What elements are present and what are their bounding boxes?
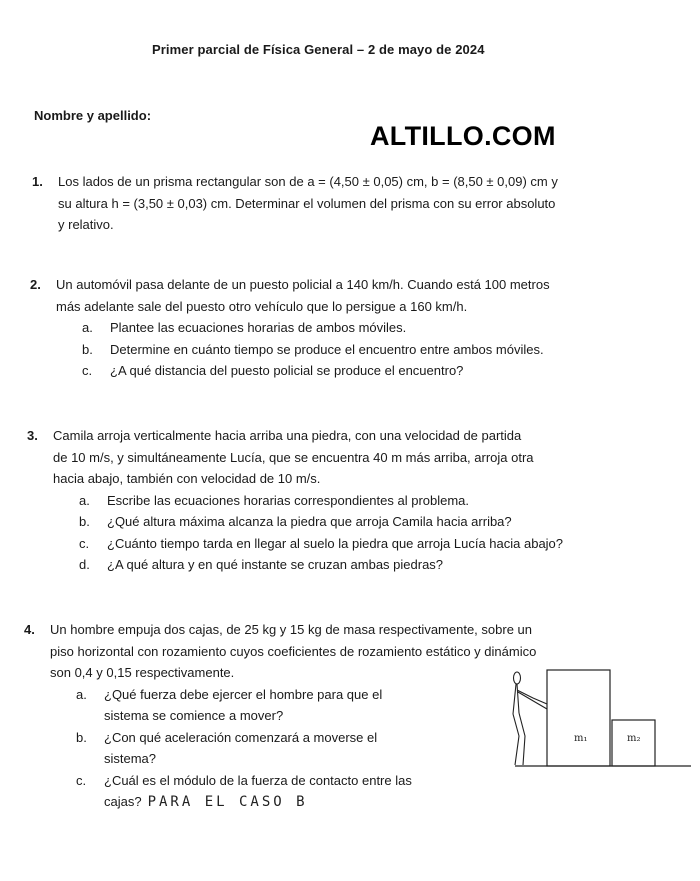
sub-question-label: b. xyxy=(82,341,93,357)
sub-question xyxy=(79,533,627,555)
sub-question-label: b. xyxy=(79,514,90,529)
question-line: piso horizontal con rozamiento cuyos coeficientes de rozamiento estático y dinámico xyxy=(50,643,537,659)
sub-question-text: Escribe las ecuaciones horarias correspondientes al problema. xyxy=(107,492,470,508)
question-line: hacia abajo, también con velocidad de 10 m/s. xyxy=(53,471,321,486)
name-field-label: Nombre y apellido: xyxy=(34,108,152,123)
sub-question-text: Determine en cuánto tiempo se produce el encuentro entre ambos móviles. xyxy=(110,341,544,357)
box-m1 xyxy=(547,670,610,766)
sub-question-text: ¿Qué altura máxima alcanza la piedra que arroja Camila hacia arriba? xyxy=(107,514,512,529)
question-number: 1. xyxy=(32,174,43,189)
sub-question-text: ¿Con qué aceleración comenzará a moverse el xyxy=(104,729,378,745)
exam-title: Primer parcial de Física General – 2 de mayo de 2024 xyxy=(152,42,485,57)
question-line: Un hombre empuja dos cajas, de 25 kg y 15 kg de masa respectivamente, sobre un xyxy=(50,622,532,637)
man-body-icon xyxy=(513,684,547,765)
question-number: 2. xyxy=(30,277,41,292)
sub-question xyxy=(76,770,476,814)
boxes-diagram xyxy=(507,668,693,778)
sub-question xyxy=(76,684,476,727)
question-number: 4. xyxy=(24,622,35,637)
sub-question-list xyxy=(79,490,627,576)
watermark-logo: ALTILLO.COM xyxy=(370,121,556,151)
sub-question xyxy=(82,360,630,382)
sub-question xyxy=(79,554,627,576)
sub-question-label: c. xyxy=(76,772,87,788)
sub-question-label: d. xyxy=(79,557,90,572)
box-m1-label: m₁ xyxy=(574,733,588,744)
sub-question-text: ¿A qué altura y en qué instante se cruzan ambas piedras? xyxy=(107,557,444,572)
sub-question xyxy=(82,317,630,339)
sub-question-text: sistema se comience a mover? xyxy=(104,708,284,723)
sub-question-text: ¿Cuál es el módulo de la fuerza de contacto entre las xyxy=(104,772,412,788)
sub-question-text: cajas? xyxy=(104,794,142,809)
sub-question-text: ¿Qué fuerza debe ejercer el hombre para que el xyxy=(104,686,383,702)
question-line: y relativo. xyxy=(58,217,114,232)
sub-question-label: a. xyxy=(82,320,93,335)
sub-question-text: Plantee las ecuaciones horarias de ambos móviles. xyxy=(110,320,407,335)
sub-question-text: sistema? xyxy=(104,751,157,766)
handwritten-note: PARA EL CASO B xyxy=(147,794,308,810)
man-head-icon xyxy=(514,672,521,684)
sub-question xyxy=(79,511,627,533)
sub-question-label: a. xyxy=(79,492,90,508)
question-line: de 10 m/s, y simultáneamente Lucía, que se encuentra 40 m más arriba, arroja otra xyxy=(53,449,534,465)
question-line: Un automóvil pasa delante de un puesto policial a 140 km/h. Cuando está 100 metros xyxy=(56,277,550,292)
question-3 xyxy=(27,425,627,576)
question-1 xyxy=(32,171,632,236)
sub-question xyxy=(79,490,627,512)
sub-question-text: ¿Cuánto tiempo tarda en llegar al suelo la piedra que arroja Lucía hacia abajo? xyxy=(107,535,564,551)
sub-question-label: c. xyxy=(79,535,90,551)
box-m2-label: m₂ xyxy=(627,733,641,744)
sub-question xyxy=(82,339,630,361)
question-line: son 0,4 y 0,15 respectivamente. xyxy=(50,665,235,680)
sub-question-label: a. xyxy=(76,686,87,702)
sub-question-text: ¿A qué distancia del puesto policial se produce el encuentro? xyxy=(110,363,464,378)
sub-question xyxy=(76,727,476,770)
sub-question-list xyxy=(76,684,476,814)
sub-question-list xyxy=(82,317,630,382)
question-number: 3. xyxy=(27,428,38,443)
question-line: su altura h = (3,50 ± 0,03) cm. Determinar el volumen del prisma con su error absoluto xyxy=(58,195,556,211)
question-line: más adelante sale del puesto otro vehículo que lo persigue a 160 km/h. xyxy=(56,298,468,314)
question-line: Camila arroja verticalmente hacia arriba una piedra, con una velocidad de partida xyxy=(53,428,522,443)
question-line: Los lados de un prisma rectangular son de a = (4,50 ± 0,05) cm, b = (8,50 ± 0,09) cm y xyxy=(58,174,558,189)
sub-question-label: b. xyxy=(76,729,87,745)
question-2 xyxy=(30,274,630,382)
boxes-figure xyxy=(507,668,693,783)
sub-question-label: c. xyxy=(82,363,93,378)
